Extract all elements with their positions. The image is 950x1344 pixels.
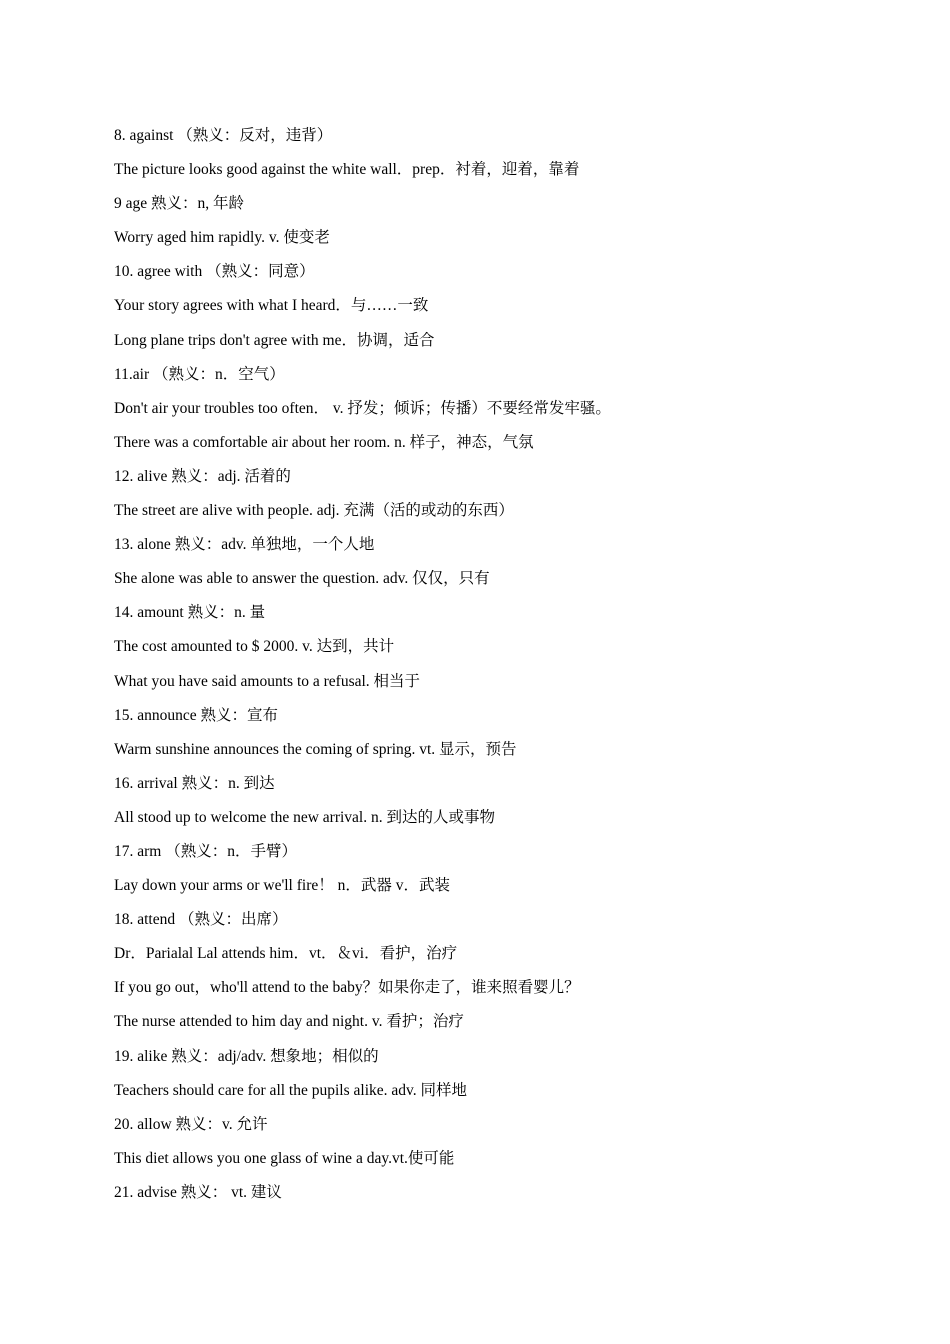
entry-heading: 19. alike 熟义：adj/adv. 想象地；相似的 xyxy=(114,1047,379,1065)
example-sentence: The nurse attended to him day and night. v. 看护；治疗 xyxy=(114,1013,464,1031)
entry-heading: 15. announce 熟义：宣布 xyxy=(114,706,279,724)
example-sentence: Dr．Parialal Lal attends him．vt．＆vi．看护，治疗 xyxy=(114,945,458,963)
example-sentence: Don't air your troubles too often． v. 抒发；倾诉；传播）不要经常发牢骚。 xyxy=(114,399,611,417)
example-sentence: There was a comfortable air about her room. n. 样子，神态，气氛 xyxy=(114,433,534,451)
entry-heading: 11.air （熟义：n．空气） xyxy=(114,365,285,383)
entry-heading: 12. alive 熟义：adj. 活着的 xyxy=(114,467,291,485)
example-sentence: She alone was able to answer the question. adv. 仅仅，只有 xyxy=(114,570,490,588)
entry-heading: 13. alone 熟义：adv. 单独地，一个人地 xyxy=(114,536,375,554)
entry-heading: 21. advise 熟义： vt. 建议 xyxy=(114,1183,282,1201)
entry-heading: 9 age 熟义：n, 年龄 xyxy=(114,195,245,213)
entry-heading: 18. attend （熟义：出席） xyxy=(114,911,288,929)
example-sentence: Lay down your arms or we'll fire！ n．武器 v．武装 xyxy=(114,877,450,895)
entry-heading: 14. amount 熟义：n. 量 xyxy=(114,604,266,622)
example-sentence: Teachers should care for all the pupils alike. adv. 同样地 xyxy=(114,1081,468,1099)
example-sentence: This diet allows you one glass of wine a day.vt.使可能 xyxy=(114,1149,455,1167)
example-sentence: Long plane trips don't agree with me．协调，适合 xyxy=(114,331,435,349)
vocabulary-list xyxy=(114,124,874,1215)
entry-heading: 10. agree with （熟义：同意） xyxy=(114,263,315,281)
example-sentence: Your story agrees with what I heard．与……一致 xyxy=(114,297,429,315)
example-sentence: Worry aged him rapidly. v. 使变老 xyxy=(114,229,330,247)
entry-heading: 16. arrival 熟义：n. 到达 xyxy=(114,774,275,792)
entry-heading: 17. arm （熟义：n．手臂） xyxy=(114,842,297,860)
entry-heading: 8. against （熟义：反对，违背） xyxy=(114,127,333,144)
example-sentence: The street are alive with people. adj. 充满（活的或动的东西） xyxy=(114,502,514,520)
entry-heading: 20. allow 熟义：v. 允许 xyxy=(114,1115,268,1133)
example-sentence: The picture looks good against the white wall．prep．衬着，迎着，靠着 xyxy=(114,161,580,179)
example-sentence: The cost amounted to $ 2000. v. 达到，共计 xyxy=(114,638,395,656)
example-sentence: Warm sunshine announces the coming of spring. vt. 显示，预告 xyxy=(114,740,517,758)
example-sentence: All stood up to welcome the new arrival. n. 到达的人或事物 xyxy=(114,808,495,826)
example-sentence: What you have said amounts to a refusal. 相当于 xyxy=(114,672,421,690)
example-sentence: If you go out，who'll attend to the baby？如果你走了，谁来照看婴儿？ xyxy=(114,979,580,997)
